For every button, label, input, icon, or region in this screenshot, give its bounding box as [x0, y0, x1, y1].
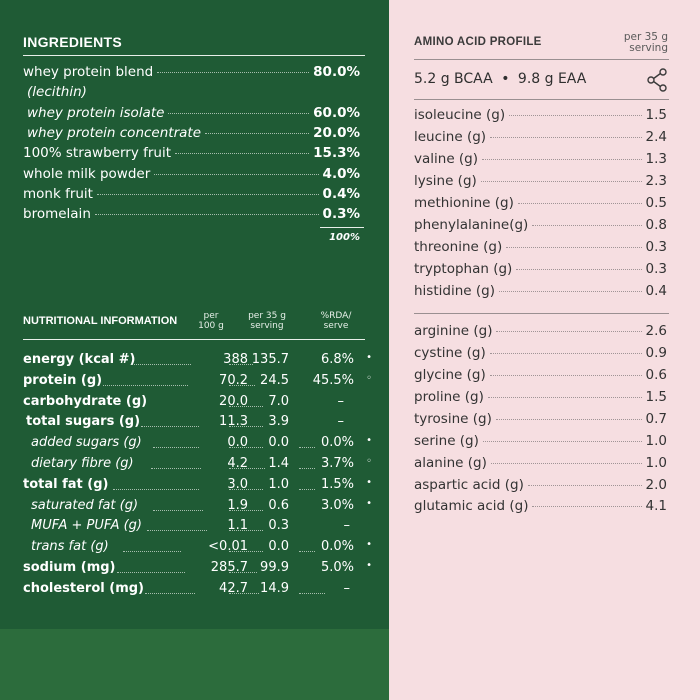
amino-value: 0.5 [645, 195, 667, 211]
amino-value: 1.0 [645, 433, 667, 449]
leader-dots [154, 174, 318, 175]
amino-row [414, 367, 667, 383]
nutrition-title: NUTRITIONAL INFORMATION [23, 315, 178, 327]
amino-row [414, 107, 667, 123]
value-rda: – [343, 581, 350, 596]
amino-value: 1.0 [645, 455, 667, 471]
ingredient-label: whey protein blend [23, 64, 154, 80]
amino-value: 2.6 [645, 323, 667, 339]
amino-label: histidine (g) [414, 283, 495, 299]
value-rda: 6.8% [320, 352, 354, 367]
leader-dots [481, 181, 642, 182]
ingredient-value: 0.3% [322, 206, 360, 222]
amino-row [414, 345, 667, 361]
amino-row [414, 283, 667, 299]
value-rda: 45.5% [312, 373, 354, 388]
value-per100: 3.0 [227, 477, 248, 492]
col-header-rda: %RDA/ serve [320, 311, 352, 331]
amino-row [414, 411, 667, 427]
leader-dots [229, 364, 253, 365]
amino-label: glutamic acid (g) [414, 498, 529, 514]
leader-dots [490, 375, 642, 376]
amino-label: threonine (g) [414, 239, 503, 255]
amino-value: 0.8 [645, 217, 667, 233]
leader-dots [229, 447, 263, 448]
value-rda: 0.0% [320, 435, 354, 450]
amino-label: glycine (g) [414, 367, 486, 383]
value-per100: 20.0 [219, 394, 248, 409]
amino-value: 0.7 [645, 411, 667, 427]
ingredient-row [27, 84, 227, 100]
value-per100: 388 [223, 352, 248, 367]
nutrition-row [23, 581, 368, 599]
value-per100: 42.7 [219, 581, 248, 596]
leader-dots [113, 489, 199, 490]
leader-dots [229, 510, 263, 511]
leader-dots [97, 194, 319, 195]
value-rda: 5.0% [320, 560, 354, 575]
nutrient-label: cholesterol (mg) [23, 581, 144, 596]
amino-value: 1.5 [645, 107, 667, 123]
amino-title: AMINO ACID PROFILE [414, 36, 542, 48]
amino-label: proline (g) [414, 389, 484, 405]
ingredient-label: whey protein isolate [27, 105, 165, 121]
bcaa-total: 5.2 g BCAA [414, 71, 493, 87]
amino-value: 4.1 [645, 498, 667, 514]
bcaa-eaa-summary [414, 71, 586, 87]
nutrient-label: total fat (g) [23, 477, 109, 492]
ingredient-label: 100% strawberry fruit [23, 145, 171, 161]
nutrition-row [23, 435, 372, 453]
leader-dots [499, 291, 642, 292]
ingredient-value: 80.0% [313, 64, 360, 80]
leader-dots [299, 468, 315, 469]
leader-dots [483, 441, 642, 442]
amino-value: 2.4 [645, 129, 667, 145]
amino-value: 1.5 [645, 389, 667, 405]
ingredient-label: (lecithin) [27, 84, 87, 100]
amino-row [414, 239, 667, 255]
amino-value: 0.3 [645, 239, 667, 255]
amino-divider [414, 59, 669, 60]
value-per35: 1.0 [268, 477, 289, 492]
amino-row [414, 173, 667, 189]
leader-dots [145, 593, 195, 594]
amino-label: serine (g) [414, 433, 479, 449]
nutrition-row [23, 477, 372, 495]
nutrient-label: dietary fibre (g) [31, 456, 134, 471]
ingredient-label: whole milk powder [23, 166, 151, 182]
ingredient-row [23, 206, 360, 222]
ingredient-label: bromelain [23, 206, 91, 222]
leader-dots [299, 447, 315, 448]
leader-dots [299, 489, 315, 490]
leader-dots [229, 551, 263, 552]
leader-dots [157, 72, 309, 73]
leader-dots [147, 530, 207, 531]
rda-marker: • [366, 477, 372, 488]
leader-dots [299, 551, 315, 552]
ingredients-total: 100% [329, 232, 360, 243]
leader-dots [491, 463, 642, 464]
amino-label: methionine (g) [414, 195, 514, 211]
nutrition-row [23, 560, 372, 578]
leader-dots [516, 269, 641, 270]
amino-row [414, 151, 667, 167]
leader-dots [490, 137, 641, 138]
value-per35: 0.0 [268, 539, 289, 554]
amino-label: tyrosine (g) [414, 411, 492, 427]
ingredient-row [23, 186, 360, 202]
leader-dots [299, 593, 325, 594]
leader-dots [532, 225, 641, 226]
leader-dots [506, 247, 641, 248]
amino-divider [414, 313, 669, 314]
leader-dots [153, 510, 203, 511]
leader-dots [528, 485, 642, 486]
ingredients-divider [23, 55, 365, 56]
nutrient-label: total sugars (g) [26, 414, 141, 429]
leader-dots [532, 506, 641, 507]
leader-dots [103, 385, 188, 386]
amino-row [414, 433, 667, 449]
amino-label: valine (g) [414, 151, 479, 167]
value-per35: 7.0 [268, 394, 289, 409]
leader-dots [123, 551, 181, 552]
leader-dots [229, 593, 259, 594]
nutrition-row [23, 373, 372, 391]
leader-dots [229, 385, 255, 386]
amino-row [414, 195, 667, 211]
value-per35: 0.3 [268, 518, 289, 533]
nutrient-label: MUFA + PUFA (g) [31, 518, 142, 533]
ingredient-value: 60.0% [313, 105, 360, 121]
leader-dots [205, 133, 309, 134]
leader-dots [131, 364, 191, 365]
nutrition-row [23, 498, 372, 516]
nutrition-divider [23, 339, 365, 340]
nutrition-row [23, 539, 372, 557]
value-per35: 0.0 [268, 435, 289, 450]
nutrient-label: carbohydrate (g) [23, 394, 148, 409]
value-per100: 0.0 [227, 435, 248, 450]
leader-dots [490, 353, 642, 354]
ingredient-label: monk fruit [23, 186, 93, 202]
value-per35: 99.9 [260, 560, 289, 575]
value-per100: 1.9 [227, 498, 248, 513]
value-per35: 1.4 [268, 456, 289, 471]
leader-dots [95, 214, 319, 215]
col-header-per35: per 35 g serving [248, 311, 286, 331]
amino-label: isoleucine (g) [414, 107, 506, 123]
amino-label: tryptophan (g) [414, 261, 513, 277]
amino-label: leucine (g) [414, 129, 487, 145]
amino-value: 0.9 [645, 345, 667, 361]
leader-dots [141, 426, 199, 427]
leader-dots [496, 419, 642, 420]
amino-value: 0.4 [645, 283, 667, 299]
ingredient-row [27, 125, 360, 141]
value-rda: 3.0% [320, 498, 354, 513]
nutrient-label: energy (kcal #) [23, 352, 136, 367]
ingredient-value: 20.0% [313, 125, 360, 141]
value-per100: 4.2 [227, 456, 248, 471]
ingredients-sum-rule [320, 227, 364, 228]
nutrition-row [23, 456, 372, 474]
leader-dots [117, 572, 185, 573]
ingredient-row [23, 166, 360, 182]
nutrient-label: protein (g) [23, 373, 103, 388]
nutrition-row [23, 394, 368, 412]
nutrient-label: trans fat (g) [31, 539, 109, 554]
leader-dots [496, 331, 641, 332]
value-per35: 14.9 [260, 581, 289, 596]
amino-value: 0.3 [645, 261, 667, 277]
nutrition-row [23, 352, 372, 370]
value-per35: 24.5 [260, 373, 289, 388]
amino-label: phenylalanine(g) [414, 217, 529, 233]
value-rda: 1.5% [320, 477, 354, 492]
rda-marker: ◦ [366, 373, 372, 384]
amino-row [414, 129, 667, 145]
leader-dots [168, 113, 309, 114]
rda-marker: ◦ [366, 456, 372, 467]
leader-dots [482, 159, 641, 160]
leader-dots [509, 115, 641, 116]
value-per35: 3.9 [268, 414, 289, 429]
value-per100: 1.1 [227, 518, 248, 533]
amino-label: alanine (g) [414, 455, 487, 471]
leader-dots [151, 468, 201, 469]
amino-row [414, 261, 667, 277]
amino-value: 0.6 [645, 367, 667, 383]
nutrient-label: sodium (mg) [23, 560, 116, 575]
value-rda: – [337, 414, 344, 429]
rda-marker: • [366, 539, 372, 550]
rda-marker: • [366, 560, 372, 571]
summary-separator: • [501, 71, 510, 87]
nutrient-label: added sugars (g) [31, 435, 142, 450]
molecule-icon [643, 67, 669, 93]
leader-dots [175, 153, 309, 154]
ingredient-row [23, 64, 360, 80]
amino-value: 1.3 [645, 151, 667, 167]
ingredient-label: whey protein concentrate [27, 125, 201, 141]
amino-label: lysine (g) [414, 173, 477, 189]
amino-row [414, 455, 667, 471]
col-header-per100: per 100 g [198, 311, 224, 331]
amino-label: arginine (g) [414, 323, 493, 339]
value-per35: 135.7 [251, 352, 289, 367]
value-per100: 11.3 [219, 414, 248, 429]
leader-dots [229, 468, 265, 469]
amino-label: aspartic acid (g) [414, 477, 524, 493]
eaa-total: 9.8 g EAA [517, 71, 587, 87]
nutrient-label: saturated fat (g) [31, 498, 139, 513]
amino-row [414, 389, 667, 405]
value-per100: <0.01 [208, 539, 248, 554]
ingredient-row [27, 105, 360, 121]
leader-dots [229, 530, 263, 531]
amino-label: cystine (g) [414, 345, 486, 361]
leader-dots [518, 203, 642, 204]
ingredient-value: 4.0% [322, 166, 360, 182]
value-rda: 3.7% [320, 456, 354, 471]
ingredient-value: 0.4% [322, 186, 360, 202]
amino-value: 2.3 [645, 173, 667, 189]
amino-row [414, 217, 667, 233]
value-per100: 285.7 [210, 560, 248, 575]
leader-dots [229, 489, 263, 490]
ingredient-row [23, 145, 360, 161]
leader-dots [488, 397, 642, 398]
amino-serving-size: per 35 g serving [623, 31, 668, 54]
rda-marker: • [366, 435, 372, 446]
amino-divider [414, 99, 669, 100]
rda-marker: • [366, 352, 372, 363]
value-rda: – [343, 518, 350, 533]
amino-row [414, 477, 667, 493]
ingredient-value: 15.3% [313, 145, 360, 161]
value-rda: – [337, 394, 344, 409]
amino-row [414, 498, 667, 514]
rda-marker: • [366, 498, 372, 509]
value-rda: 0.0% [320, 539, 354, 554]
amino-value: 2.0 [645, 477, 667, 493]
leader-dots [229, 426, 263, 427]
nutrition-row [23, 414, 368, 432]
leader-dots [153, 447, 199, 448]
nutrition-row [23, 518, 368, 536]
ingredients-title: INGREDIENTS [23, 34, 122, 50]
amino-row [414, 323, 667, 339]
value-per35: 0.6 [268, 498, 289, 513]
value-per100: 70.2 [219, 373, 248, 388]
leader-dots [229, 406, 263, 407]
leader-dots [229, 572, 257, 573]
